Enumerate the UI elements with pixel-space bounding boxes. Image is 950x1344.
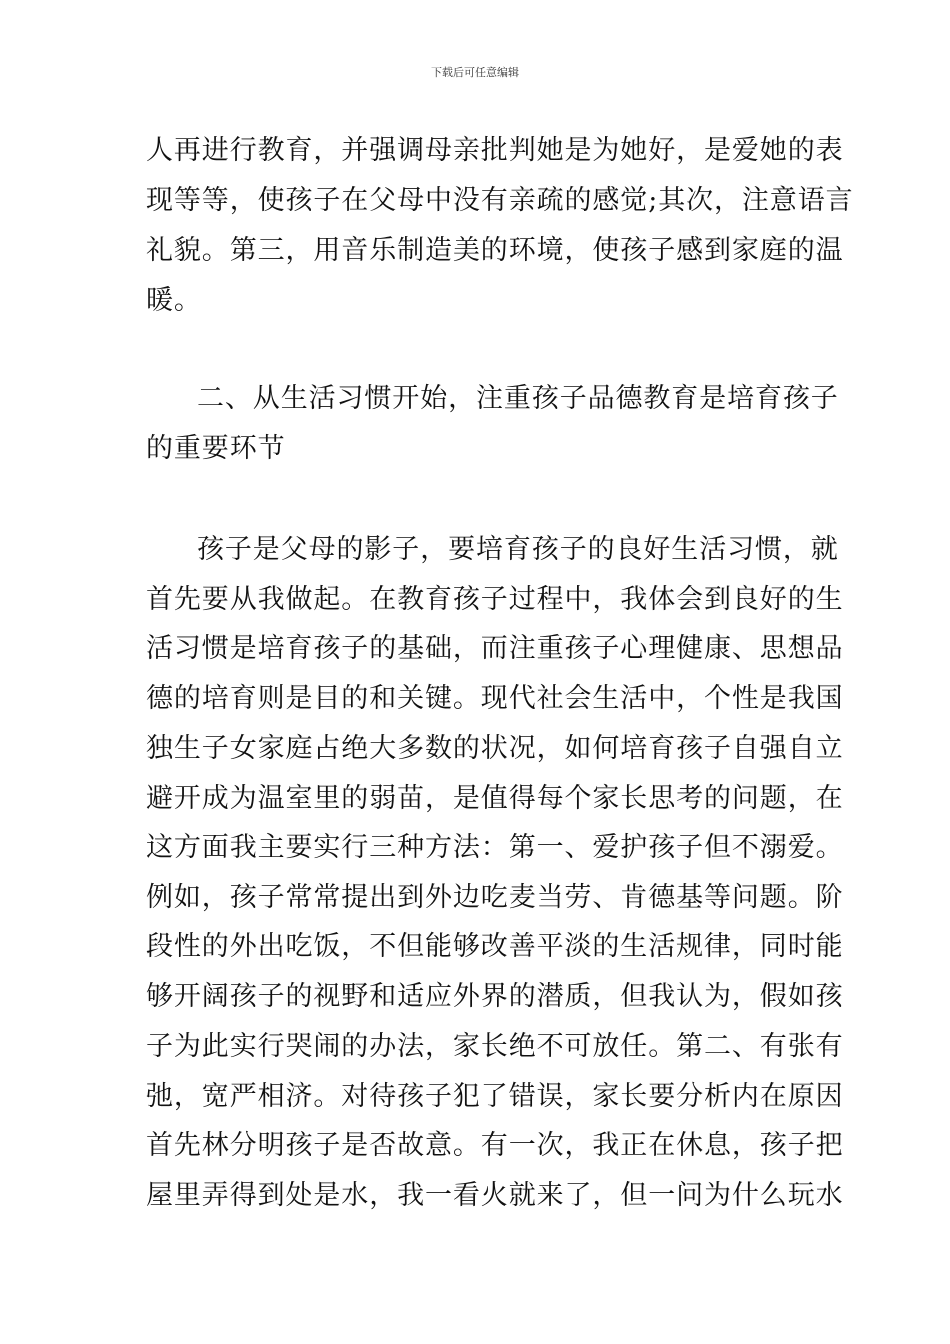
paragraph-1-line-3: 礼貌。第三，用音乐制造美的环境，使孩子感到家庭的温 [146, 235, 844, 266]
paragraph-3-line-4: 德的培育则是目的和关键。现代社会生活中，个性是我国 [146, 683, 844, 714]
paragraph-1-line-4: 暖。 [146, 285, 202, 316]
paragraph-3-line-7: 这方面我主要实行三种方法：第一、爱护孩子但不溺爱。 [146, 832, 844, 863]
paragraph-3-line-11: 子为此实行哭闹的办法，家长绝不可放任。第二、有张有 [146, 1031, 844, 1062]
page-header: 下载后可任意编辑 [431, 66, 519, 79]
paragraph-3-line-6: 避开成为温室里的弱苗，是值得每个家长思考的问题，在 [146, 783, 844, 814]
paragraph-3-line-5: 独生子女家庭占绝大多数的状况，如何培育孩子自强自立 [146, 733, 844, 764]
paragraph-1-line-2: 现等等，使孩子在父母中没有亲疏的感觉;其次，注意语言 [146, 185, 854, 216]
paragraph-3-line-8: 例如，孩子常常提出到外边吃麦当劳、肯德基等问题。阶 [146, 882, 844, 913]
paragraph-3-line-10: 够开阔孩子的视野和适应外界的潜质，但我认为，假如孩 [146, 981, 844, 1012]
paragraph-3-line-12: 弛，宽严相济。对待孩子犯了错误，家长要分析内在原因 [146, 1081, 844, 1112]
paragraph-3-line-14: 屋里弄得到处是水，我一看火就来了，但一问为什么玩水 [146, 1180, 844, 1211]
section-heading-line-1: 二、从生活习惯开始，注重孩子品德教育是培育孩子 [197, 383, 839, 414]
paragraph-1-line-1: 人再进行教育，并强调母亲批判她是为她好，是爱她的表 [146, 135, 844, 166]
paragraph-3-line-3: 活习惯是培育孩子的基础，而注重孩子心理健康、思想品 [146, 633, 844, 664]
paragraph-3-line-9: 段性的外出吃饭，不但能够改善平淡的生活规律，同时能 [146, 931, 844, 962]
paragraph-3-line-13: 首先林分明孩子是否故意。有一次，我正在休息，孩子把 [146, 1130, 844, 1161]
section-heading-line-2: 的重要环节 [146, 433, 286, 464]
paragraph-3-line-2: 首先要从我做起。在教育孩子过程中，我体会到良好的生 [146, 584, 844, 615]
paragraph-3-line-1: 孩子是父母的影子，要培育孩子的良好生活习惯，就 [197, 534, 839, 565]
